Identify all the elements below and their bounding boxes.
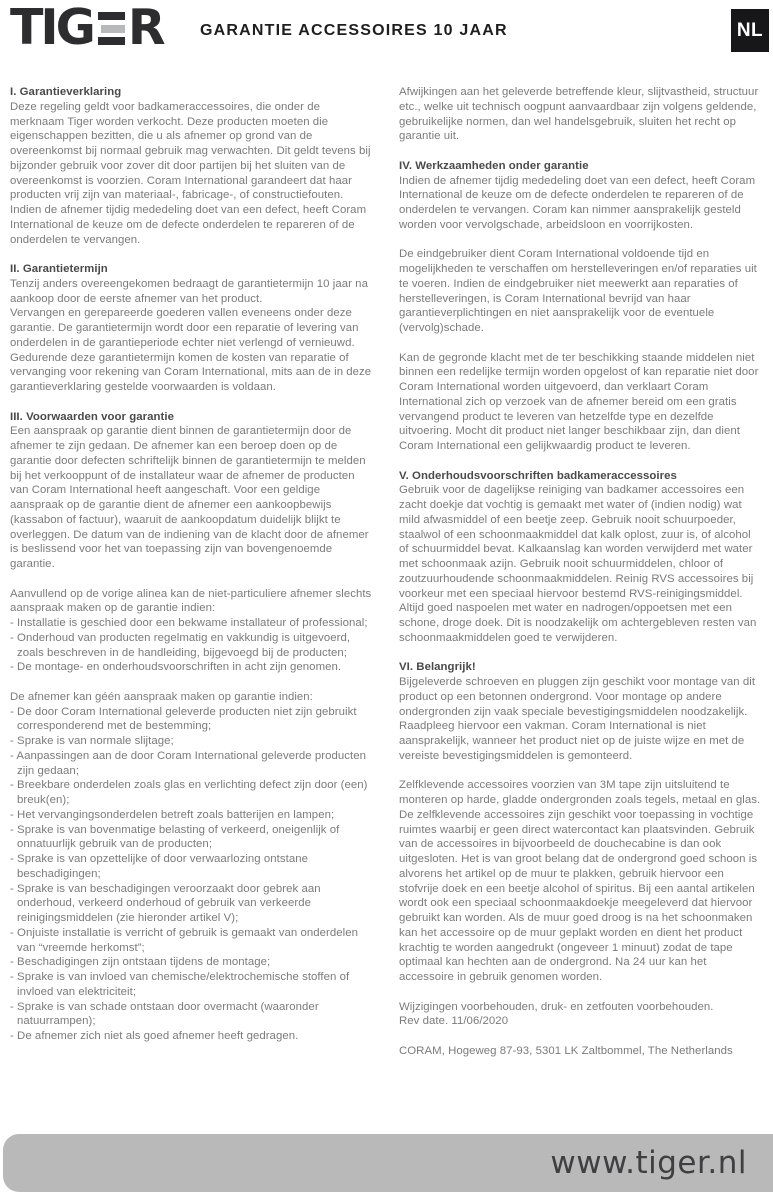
paragraph: Een aanspraak op garantie dient binnen de garantietermijn door de afnemer te zijn gedaan. De afnemer kan een beroep doen op de garantie door defecten schriftelijk binnen de garantietermijn te melden bij het verkooppunt of de installateur waar de afnemer de producten van Coram International heeft aangeschaft. Voor een geldige aanspraak op de garantie dient de afnemer een aankoopbewijs (kassabon of factuur), waaruit de aankoopdatum duidelijk blijkt te overleggen. De datum van de indiening van de klacht door de afnemer is beslissend voor het van toepassing zijn van bovengenoemde garantie. xyxy=(10,425,369,570)
paragraph-spacer xyxy=(399,646,763,661)
paragraph: Rev date. 11/06/2020 xyxy=(399,1015,509,1028)
bullet-item: - Sprake is van bovenmatige belasting of verkeerd, oneigenlijk of onnatuurlijk gebruik van de producten; xyxy=(10,823,340,851)
paragraph: CORAM, Hogeweg 87-93, 5301 LK Zaltbommel, The Netherlands xyxy=(399,1044,733,1057)
section-heading: III. Voorwaarden voor garantie xyxy=(10,410,174,423)
language-badge: NL xyxy=(731,9,769,52)
bullet-item: - Beschadigingen zijn ontstaan tijdens de montage; xyxy=(10,956,271,969)
section-heading: II. Garantietermijn xyxy=(10,263,108,275)
bullet-item: - Sprake is van schade ontstaan door overmacht (waaronder natuurrampen); xyxy=(10,1000,319,1028)
paragraph: Afwijkingen aan het geleverde betreffende kleur, slijtvastheid, structuur etc., welke uit technisch oogpunt aanvaardbaar zijn volgens geldende, gebruikelijke normen, dan wel handelsgebruik, sluiten het recht op garantie uit. xyxy=(399,86,759,143)
logo-e-middle-bar xyxy=(101,25,125,33)
footer-bar xyxy=(3,1134,773,1192)
paragraph: Aanvullend op de vorige alinea kan de niet-particuliere afnemer slechts aanspraak maken op de garantie indien: xyxy=(10,587,372,615)
logo-text-right: R xyxy=(127,0,163,56)
document-header xyxy=(0,0,773,72)
logo-e-bottom-bar xyxy=(98,37,125,45)
paragraph-spacer xyxy=(399,336,763,351)
tiger-logo xyxy=(10,0,163,56)
bullet-item: - Onjuiste installatie is verricht of gebruik is gemaakt van onderdelen van “vreemde herkomst”; xyxy=(10,926,358,954)
bullet-item: - De montage- en onderhoudsvoorschriften in acht zijn genomen. xyxy=(10,661,342,674)
paragraph: Indien de afnemer tijdig mededeling doet van een defect, heeft Coram International de keuze om de defecte onderdelen te repareren of de onderdelen te vervangen. Coram kan nimmer aansprakelijk gesteld worden voor vervolgschade, arbeidsloon en voorrijkosten. xyxy=(399,174,756,231)
bullet-item: - Het vervangingsonderdelen betreft zoals batterijen en lampen; xyxy=(10,808,335,821)
paragraph-spacer xyxy=(10,675,372,690)
paragraph: Vervangen en gerepareerde goederen vallen eveneens onder deze garantie. De garantietermijn wordt door een reparatie of levering van onderdelen in de garantieperiode echter niet verlengd of vernieuwd. xyxy=(10,307,359,349)
bullet-item: - De afnemer zich niet als goed afnemer heeft gedragen. xyxy=(10,1030,299,1042)
paragraph: De eindgebruiker dient Coram International voldoende tijd en mogelijkheden te verschaffen om herstelleveringen en/of reparaties uit te voeren. Indien de eindgebruiker niet meewerkt aan reparaties of herstelleveringen, is Coram International bevrijd van haar garantieverplichtingen en niet aansprakelijk voor de eventuele (vervolg)schade. xyxy=(399,248,757,334)
paragraph-spacer xyxy=(399,454,763,469)
paragraph: Kan de gegronde klacht met de ter beschikking staande middelen niet binnen een redelijke termijn worden opgelost of kan reparatie niet door Coram International worden uitgevoerd, dan verklaart Coram International zich op verzoek van de afnemer bereid om een gratis vervangend product te leveren van hetzelfde type en dezelfde uitvoering. Mocht dit product niet langer beschikbaar zijn, dan dient Coram International een gelijkwaardig product te leveren. xyxy=(399,351,759,452)
paragraph: Wijzigingen voorbehouden, druk- en zetfouten voorbehouden. xyxy=(399,1000,714,1013)
bullet-item: - Sprake is van invloed van chemische/elektrochemische stoffen of invloed van elektriciteit; xyxy=(10,971,350,998)
paragraph: Bijgeleverde schroeven en pluggen zijn geschikt voor montage van dit product op een betonnen ondergrond. Voor montage op andere ondergronden zijn vaak speciale bevestigingsmiddelen noodzakelijk. Raadpleeg hiervoor een vakman. Coram International is niet aansprakelijk, wanneer het product niet op de juiste wijze en met de vereiste bevestigingsmiddelen is gemonteerd. xyxy=(399,676,756,762)
logo-e-top-bar xyxy=(98,12,125,20)
paragraph-spacer xyxy=(10,395,372,410)
paragraph: Deze regeling geldt voor badkameraccessoires, die onder de merknaam Tiger worden verkocht. Deze producten moeten die eigenschappen bezitten, die u als afnemer op grond van de overeenkomst bij normaal gebruik mag verwachten. Dit geldt tevens bij bijzonder gebruik voor zover dit door partijen bij het sluiten van de overeenkomst is voorzien. Coram International garandeert dat haar producten vrij zijn van materiaal-, fabricage-, of constructiefouten. Indien de afnemer tijdig mededeling doet van een defect, heeft Coram International de keuze om de defecte onderdelen te repareren of de onderdelen te vervangen. xyxy=(10,100,371,246)
paragraph: Gebruik voor de dagelijkse reiniging van badkamer accessoires een zacht doekje dat vochtig is gemaakt met water of (indien nodig) wat mild afwasmiddel of een beetje zeep. Gebruik nooit schuurpoeder, staalwol of een schoonmaakmiddel dat kalk oplost, zuur is, of alcohol of schuurmiddel bevat. Kalkaanslag kan worden verwijderd met water met schoonmaak azijn. Gebruik nooit schuurmiddelen, chloor of zoutzuurhoudende schoonmaakmiddelen. Reinig RVS accessoires bij voorkeur met een speciaal hiervoor bestemd RVS-reinigingsmiddel. Altijd goed naspoelen met water en nadrogen/oppoetsen met een schone, droge doek. Dit is noodzakelijk om achtergebleven resten van schoonmaakmiddelen goed te verwijderen. xyxy=(399,484,757,644)
section-heading: V. Onderhoudsvoorschriften badkameraccessoires xyxy=(399,469,677,482)
logo-stylized-e-icon xyxy=(98,12,125,45)
paragraph-spacer xyxy=(399,1029,763,1044)
paragraph-spacer xyxy=(399,985,763,1000)
paragraph-spacer xyxy=(10,247,372,262)
paragraph: Gedurende deze garantietermijn komen de kosten van reparatie of vervanging voor rekening van Coram International, mits aan de in deze garantieverklaring gestelde voorwaarden is voldaan. xyxy=(10,351,372,393)
paragraph-spacer xyxy=(10,572,372,587)
bullet-item: - Onderhoud van producten regelmatig en vakkundig is uitgevoerd, zoals beschreven in de handleiding, bijgevoegd bij de producten; xyxy=(10,631,351,659)
paragraph: De afnemer kan géén aanspraak maken op garantie indien: xyxy=(10,690,313,703)
section-heading: I. Garantieverklaring xyxy=(10,86,122,98)
bullet-item: - Aanpassingen aan de door Coram International geleverde producten zijn gedaan; xyxy=(10,749,367,777)
website-url: www.tiger.nl xyxy=(550,1145,747,1181)
bullet-item: - Breekbare onderdelen zoals glas en verlichting defect zijn door (een) breuk(en); xyxy=(10,779,368,806)
bullet-item: - Sprake is van opzettelijke of door verwaarlozing ontstane beschadigingen; xyxy=(10,853,308,880)
paragraph-spacer xyxy=(399,233,763,248)
paragraph: Tenzij anders overeengekomen bedraagt de garantietermijn 10 jaar na aankoop door de eerste afnemer van het product. xyxy=(10,277,368,305)
section-heading: IV. Werkzaamheden onder garantie xyxy=(399,159,589,172)
logo-text-left: TIG xyxy=(10,0,93,56)
page-title: GARANTIE ACCESSOIRES 10 JAAR xyxy=(200,22,508,39)
paragraph: Zelfklevende accessoires voorzien van 3M tape zijn uitsluitend te monteren op harde, gladde ondergronden zoals tegels, metaal en glas. De zelfklevende accessoires zijn geschikt voor toepassing in vochtige ruimtes waarbij er geen direct watercontact kan plaatsvinden. Gebruik van de accessoires in bijvoorbeeld de douchecabine is dan ook uitgesloten. Het is van groot belang dat de ondergrond goed schoon is alvorens het artikel op de muur te plakken, gebruik hiervoor een stofvrije doek en een beetje alcohol of spiritus. Bij een aantal artikelen wordt ook een speciaal schoonmaakdoekje meegeleverd dat hiervoor gebruikt kan worden. Als de muur goed droog is na het schoonmaken kan het accessoire op de muur geplakt worden en dient het product krachtig te worden aangedrukt (ongeveer 1 minuut) zodat de tape optimaal kan hechten aan de ondergrond. Na 24 uur kan het accessoire in gebruik genomen worden. xyxy=(399,779,761,983)
bullet-item: - Installatie is geschied door een bekwame installateur of professional; xyxy=(10,617,368,629)
paragraph-spacer xyxy=(399,144,763,159)
right-column xyxy=(399,85,763,1059)
left-column xyxy=(10,85,372,1044)
bullet-item: - Sprake is van normale slijtage; xyxy=(10,735,174,747)
section-heading: VI. Belangrijk! xyxy=(399,661,476,674)
paragraph-spacer xyxy=(399,764,763,779)
bullet-item: - Sprake is van beschadigingen veroorzaakt door gebrek aan onderhoud, verkeerd onderhoud of gebruik van verkeerde reinigingsmiddelen (zie hieronder artikel V); xyxy=(10,882,321,924)
bullet-item: - De door Coram International geleverde producten niet zijn gebruikt corresponderend met de bestemming; xyxy=(10,705,357,733)
